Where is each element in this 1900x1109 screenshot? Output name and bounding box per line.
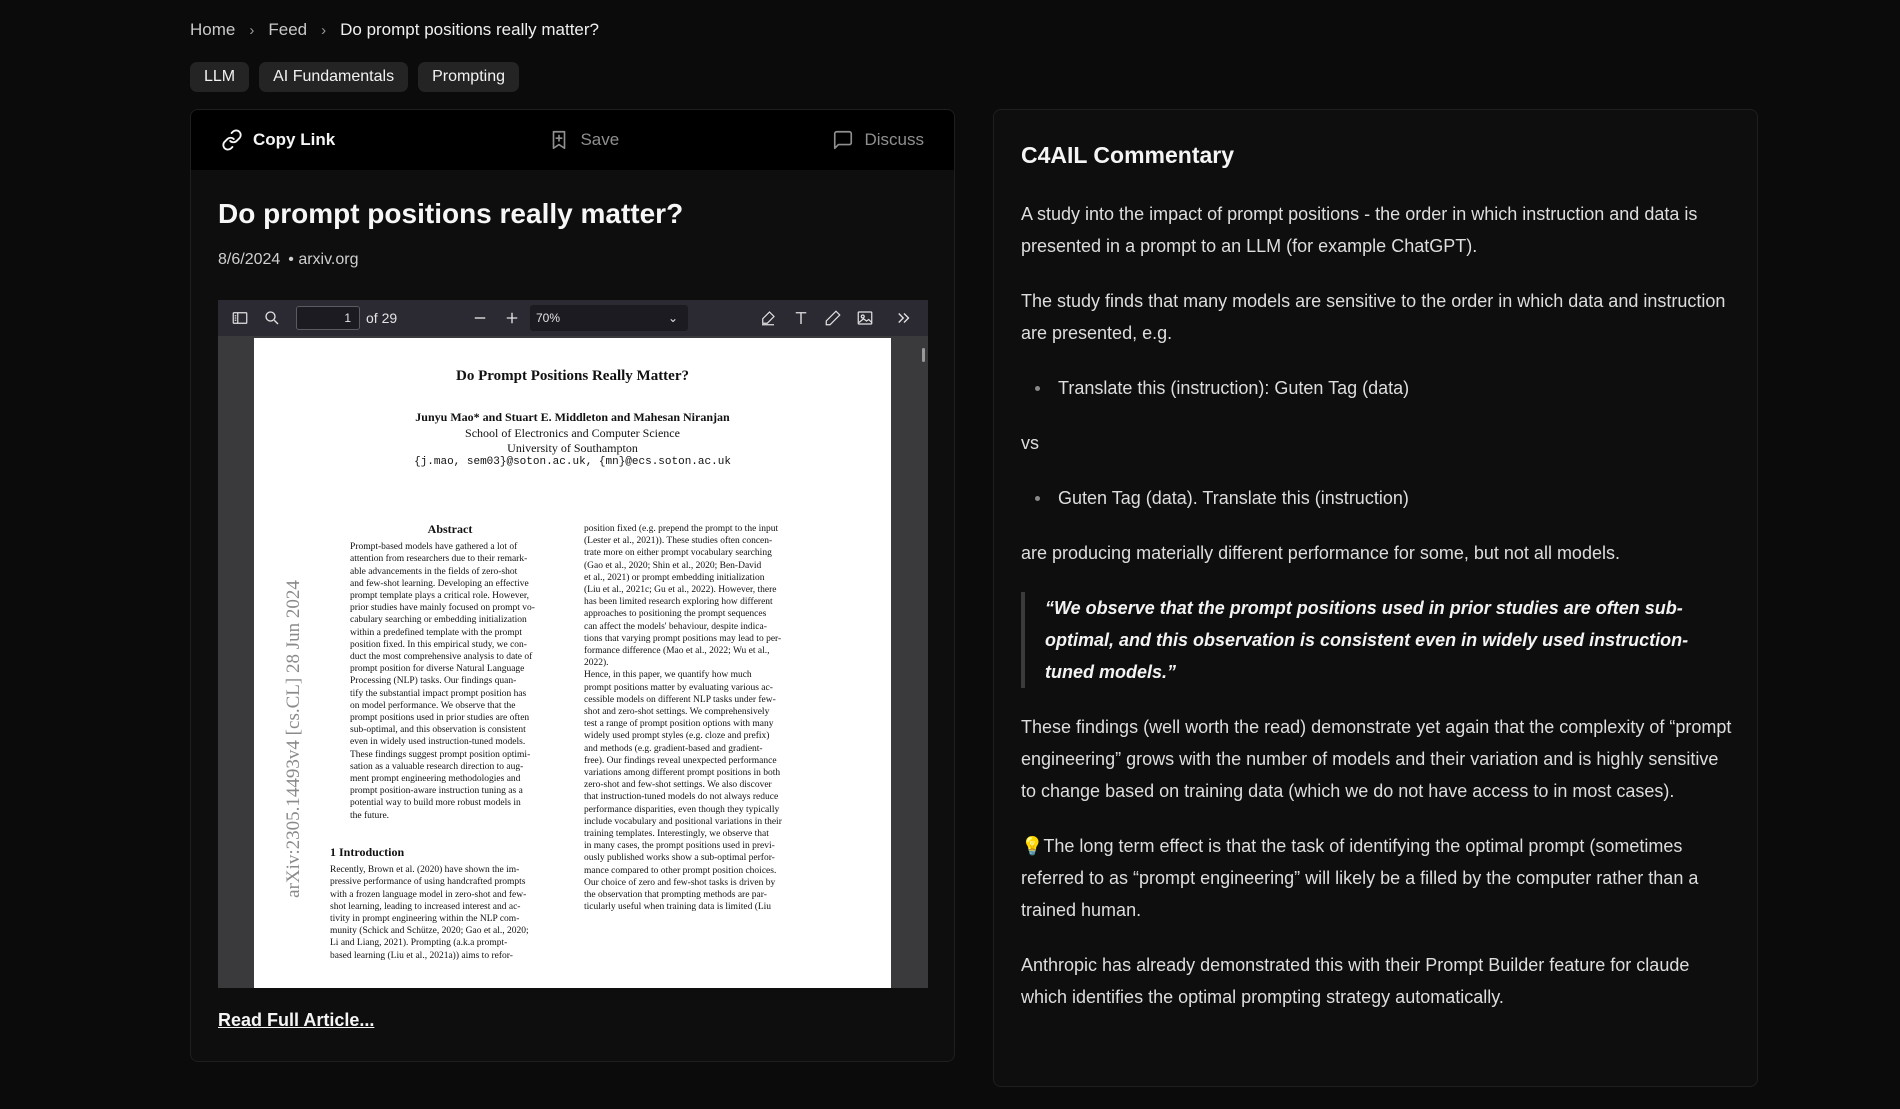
pdf-text-line: 2022). bbox=[584, 658, 609, 669]
image-icon[interactable] bbox=[853, 306, 877, 330]
breadcrumb-current: Do prompt positions really matter? bbox=[340, 20, 599, 39]
pdf-text-line: et al., 2021) or prompt embedding initialization bbox=[584, 572, 765, 583]
pdf-text-line: performance disparities, even though they typically bbox=[584, 804, 780, 815]
pdf-text-line: tions that varying prompt positions may lead to per- bbox=[584, 633, 782, 644]
highlight-icon[interactable] bbox=[756, 306, 780, 330]
pdf-text-line: tivity in prompt engineering within the NLP com- bbox=[330, 914, 520, 925]
arxiv-stamp: arXiv:2305.14493v4 [cs.CL] 28 Jun 2024 bbox=[283, 580, 304, 898]
message-square-icon bbox=[832, 129, 854, 151]
pdf-text-line: prompt positions used in prior studies are often bbox=[350, 713, 530, 724]
pdf-text-line: and few-shot learning. Developing an effective bbox=[350, 578, 529, 589]
pdf-text-line: Our choice of zero and few-shot tasks is driven by bbox=[584, 877, 776, 888]
copy-link-label: Copy Link bbox=[253, 130, 336, 149]
pdf-text-line: and methods (e.g. gradient-based and gradient- bbox=[584, 743, 763, 754]
tag-prompting[interactable]: Prompting bbox=[418, 62, 519, 92]
pdf-text-line: based learning (Liu et al., 2021a)) aims to refor- bbox=[330, 950, 513, 961]
article-source: • arxiv.org bbox=[288, 251, 359, 268]
article-card bbox=[190, 109, 955, 1062]
tag-llm[interactable]: LLM bbox=[190, 62, 249, 92]
pdf-text-line: training templates. Interestingly, we observe that bbox=[584, 829, 769, 840]
pdf-text-line: tify the substantial impact prompt position has bbox=[350, 688, 527, 699]
pdf-text-line: Hence, in this paper, we quantify how much bbox=[584, 670, 752, 681]
pdf-text-line: position fixed. In this empirical study, we con- bbox=[350, 639, 527, 650]
breadcrumb bbox=[190, 20, 599, 40]
pdf-text-line: cessible models on different NLP tasks under few- bbox=[584, 694, 776, 705]
tag-list bbox=[190, 62, 519, 92]
pdf-text-line: that instruction-tuned models do not always reduce bbox=[584, 792, 779, 803]
paper-emails: {j.mao, sem03}@soton.ac.uk, {mn}@ecs.soton.ac.uk bbox=[414, 456, 731, 468]
pdf-text-line: (Lester et al., 2021)). These studies often concen- bbox=[584, 536, 773, 547]
pdf-text-line: potential way to build more robust models in bbox=[350, 798, 521, 809]
pdf-text-line: shot and zero-shot settings. We comprehensively bbox=[584, 707, 770, 718]
chevron-right-icon: › bbox=[321, 21, 327, 39]
breadcrumb-feed[interactable]: Feed bbox=[268, 20, 308, 39]
commentary-paragraph: These findings (well worth the read) demonstrate yet again that the complexity of “prompt engineering” grows with the number of models and their variation and is highly sensitive to change based on training data (which we do not have access to in most cases). bbox=[1021, 717, 1732, 801]
pdf-text-line: Li and Liang, 2021). Prompting (a.k.a prompt- bbox=[330, 938, 508, 949]
pdf-text-line: Recently, Brown et al. (2020) have shown the im- bbox=[330, 865, 520, 876]
commentary-card bbox=[993, 109, 1758, 1087]
pdf-text-line: free). Our findings reveal unexpected performance bbox=[584, 755, 777, 766]
commentary-paragraph: are producing materially different performance for some, but not all models. bbox=[1021, 543, 1620, 563]
pdf-text-line: Processing (NLP) tasks. Our findings quan- bbox=[350, 676, 517, 687]
pdf-page bbox=[254, 338, 891, 988]
double-chevron-right-icon[interactable] bbox=[892, 306, 916, 330]
pdf-text-line: ously published works show a sub-optimal perfor- bbox=[584, 853, 775, 864]
pdf-text-line: Prompt-based models have gathered a lot of bbox=[350, 542, 518, 553]
paper-affiliation-1: School of Electronics and Computer Science bbox=[465, 426, 680, 440]
link-icon bbox=[221, 129, 243, 151]
discuss-button[interactable] bbox=[832, 129, 924, 151]
commentary-paragraph: Anthropic has already demonstrated this with their Prompt Builder feature for claude which identifies the optimal prompting strategy automatically. bbox=[1021, 955, 1690, 1007]
pdf-text-line: pressive performance of using handcrafted prompts bbox=[330, 877, 526, 888]
abstract-heading: Abstract bbox=[427, 522, 473, 536]
pdf-text-line: the observation that prompting methods are par- bbox=[584, 890, 767, 901]
pdf-text-line: prompt positions matter by evaluating various ac- bbox=[584, 682, 773, 693]
blockquote: “We observe that the prompt positions used in prior studies are often sub-optimal, and this observation is consistent even in widely used instruction-tuned models.” bbox=[1021, 592, 1733, 688]
pdf-text-line: on model performance. We observe that the bbox=[350, 700, 516, 711]
pdf-text-line: test a range of prompt position options with many bbox=[584, 719, 774, 730]
paper-authors: Junyu Mao* and Stuart E. Middleton and Mahesan Niranjan bbox=[415, 410, 730, 424]
pdf-text-line: include vocabulary and positional variations in their bbox=[584, 816, 782, 827]
pdf-text-line: has been limited research exploring how different bbox=[584, 597, 773, 608]
introduction-heading: 1 Introduction bbox=[330, 845, 405, 859]
zoom-select[interactable] bbox=[530, 305, 688, 331]
pdf-text-line: formance difference (Mao et al., 2022; Wu et al., bbox=[584, 646, 770, 657]
pdf-scrollbar[interactable] bbox=[922, 348, 925, 362]
article-toolbar bbox=[191, 110, 954, 170]
example-list bbox=[1021, 372, 1733, 404]
introduction-section bbox=[330, 846, 566, 962]
example-list bbox=[1021, 482, 1733, 514]
pdf-text-line: prompt position-aware instruction tuning as a bbox=[350, 786, 523, 797]
pdf-text-line: ticularly useful when training data is limited (Liu bbox=[584, 902, 772, 913]
page-number-input[interactable] bbox=[296, 306, 360, 330]
pdf-text-line: trate more on either prompt vocabulary searching bbox=[584, 548, 772, 559]
pdf-text-line: ment prompt engineering methodologies and bbox=[350, 774, 521, 785]
read-full-article-link[interactable]: Read Full Article... bbox=[218, 1010, 375, 1030]
search-icon[interactable] bbox=[260, 306, 284, 330]
pdf-text-line: sation as a valuable research direction to aug- bbox=[350, 761, 524, 772]
introduction-text bbox=[330, 864, 566, 962]
discuss-label: Discuss bbox=[864, 130, 924, 149]
right-column-text bbox=[584, 523, 824, 914]
pdf-text-line: (Gao et al., 2020; Shin et al., 2020; Ben-David bbox=[584, 560, 762, 571]
pdf-text-line: even in widely used instruction-tuned models. bbox=[350, 737, 526, 748]
commentary-paragraph: A study into the impact of prompt positions - the order in which instruction and data is presented in a prompt to an LLM (for example ChatGPT). bbox=[1021, 204, 1698, 256]
copy-link-button[interactable] bbox=[221, 129, 335, 151]
commentary-body bbox=[1021, 198, 1733, 1036]
abstract-column bbox=[350, 523, 550, 822]
commentary-paragraph: The study finds that many models are sensitive to the order in which data and instruction are presented, e.g. bbox=[1021, 291, 1726, 343]
pdf-text-line: attention from researchers due to their remark- bbox=[350, 554, 528, 565]
pdf-text-line: These findings suggest prompt position optimi- bbox=[350, 749, 531, 760]
text-icon[interactable] bbox=[789, 306, 813, 330]
pdf-text-line: the future. bbox=[350, 810, 390, 821]
pdf-viewer bbox=[218, 300, 928, 988]
save-label: Save bbox=[580, 130, 620, 149]
pdf-text-line: cabulary searching or embedding initialization bbox=[350, 615, 527, 626]
paper-title: Do Prompt Positions Really Matter? bbox=[455, 368, 689, 384]
pdf-text-line: prompt template plays a critical role. However, bbox=[350, 591, 529, 602]
sidebar-toggle-icon[interactable] bbox=[228, 306, 252, 330]
commentary-paragraph: 💡The long term effect is that the task of identifying the optimal prompt (sometimes referred to as “prompt engineering” will likely be a filled by the computer rather than a trained human. bbox=[1021, 836, 1699, 920]
pdf-text-line: (Liu et al., 2021c; Gu et al., 2022). However, there bbox=[584, 585, 777, 596]
page-count: of 29 bbox=[366, 310, 398, 326]
list-item: Translate this (instruction): Guten Tag (data) bbox=[1021, 372, 1733, 404]
pdf-text-line: mance compared to other prompt position choices. bbox=[584, 865, 777, 876]
article-meta bbox=[218, 251, 359, 269]
pdf-text-line: prior studies have mainly focused on prompt vo- bbox=[350, 603, 535, 614]
article-date: 8/6/2024 bbox=[218, 251, 281, 268]
pdf-text-line: with a frozen language model in zero-shot and few- bbox=[330, 889, 527, 900]
pdf-toolbar bbox=[218, 300, 928, 336]
article-title: Do prompt positions really matter? bbox=[218, 198, 684, 229]
pdf-text-line: zero-shot and few-shot settings. We also discover bbox=[584, 780, 772, 791]
draw-icon[interactable] bbox=[821, 306, 845, 330]
commentary-title: C4AIL Commentary bbox=[1021, 142, 1235, 168]
chevron-down-icon: ⌄ bbox=[667, 311, 678, 325]
pdf-text-line: position fixed (e.g. prepend the prompt to the input bbox=[584, 524, 779, 534]
pdf-text-line: variations among different prompt positions in both bbox=[584, 768, 781, 779]
abstract-text bbox=[350, 541, 550, 822]
breadcrumb-home[interactable]: Home bbox=[190, 20, 236, 39]
zoom-value: 70% bbox=[536, 311, 561, 325]
pdf-text-line: prompt position for diverse Natural Language bbox=[350, 664, 525, 675]
zoom-out-icon[interactable] bbox=[468, 306, 492, 330]
pdf-text-line: munity (Schick and Schütze, 2020; Gao et al., 2020; bbox=[330, 926, 529, 937]
pdf-text-line: sub-optimal, and this observation is consistent bbox=[350, 725, 526, 736]
pdf-text-line: able advancements in the fields of zero-shot bbox=[350, 566, 518, 577]
commentary-paragraph: vs bbox=[1021, 433, 1039, 453]
pdf-text-line: approaches to positioning the prompt sequences bbox=[584, 609, 767, 620]
pdf-text-line: in many cases, the prompt positions used in previ- bbox=[584, 841, 775, 852]
list-item: Guten Tag (data). Translate this (instruction) bbox=[1021, 482, 1733, 514]
bookmark-plus-icon bbox=[548, 129, 570, 151]
pdf-text-line: widely used prompt styles (e.g. cloze and prefix) bbox=[584, 731, 770, 742]
pdf-text-line: within a predefined template with the prompt bbox=[350, 627, 523, 638]
pdf-text-line: shot learning, leading to increased interest and ac- bbox=[330, 901, 521, 912]
pdf-text-line: can affect the models' behaviour, despite indica- bbox=[584, 621, 767, 632]
tag-ai-fundamentals[interactable]: AI Fundamentals bbox=[259, 62, 408, 92]
zoom-in-icon[interactable] bbox=[500, 306, 524, 330]
paper-affiliation-2: University of Southampton bbox=[507, 441, 638, 455]
pdf-text-line: duct the most comprehensive analysis to date of bbox=[350, 652, 533, 663]
chevron-right-icon: › bbox=[249, 21, 255, 39]
save-button[interactable] bbox=[548, 129, 619, 151]
